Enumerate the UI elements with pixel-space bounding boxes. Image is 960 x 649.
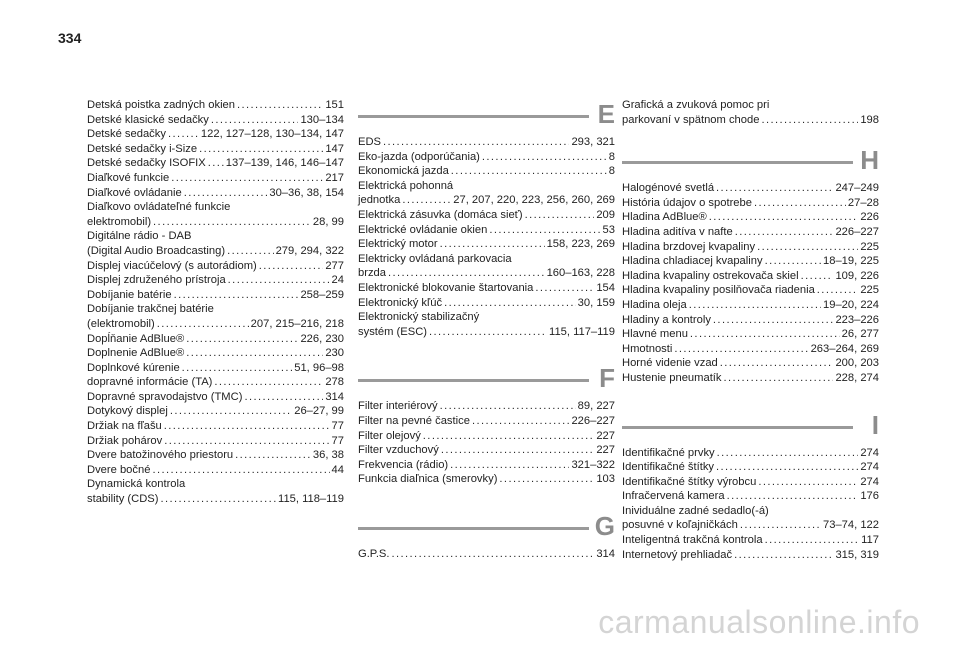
dot-leader [801,269,834,284]
index-entry-pages: 274 [860,461,879,474]
section-letter: E [597,99,615,129]
index-entry-pages: 198 [860,113,879,126]
index-entry-pages: 278 [325,376,344,389]
dot-leader [727,489,859,504]
index-entry-label: História údajov o spotrebe [622,196,752,209]
index-entry-pages: 207, 215–216, 218 [250,317,344,330]
dot-leader [716,181,833,196]
index-entry-pages: 321–322 [571,458,615,471]
index-entry-label: Identifikačné prvky [622,446,715,459]
dot-leader [211,113,299,128]
index-entry [87,273,344,288]
dot-leader [214,375,323,390]
index-entry-label: Diaľkové funkcie [87,171,170,184]
index-entry [87,127,344,142]
index-entry-pages: 279, 294, 322 [275,244,344,257]
dot-leader [674,342,808,357]
index-entry-label: Hladina AdBlue® [622,211,707,224]
dot-leader [525,208,595,223]
index-entry-label: Infračervená kamera [622,490,725,503]
index-entry-pages: 18–19, 225 [823,255,879,268]
index-entry [358,135,615,150]
dot-leader [754,196,846,211]
index-entry-pages: 227 [596,444,615,457]
dot-leader [228,273,330,288]
dot-leader [444,296,576,311]
index-entry [358,281,615,296]
index-entry [622,342,879,357]
index-entry [622,196,879,211]
dot-leader [171,171,323,186]
dot-leader [709,210,859,225]
index-entry-pages: 314 [596,547,615,560]
section-header [358,365,615,395]
index-entry [87,113,344,128]
index-entry-label: Detské sedačky ISOFIX [87,157,206,170]
index-entry-pages: 115, 117–119 [549,325,615,338]
dot-leader [152,463,329,478]
index-entry-pages: 154 [596,281,615,294]
index-entry-label: Identifikačné štítky [622,461,715,474]
index-entry-label: Dopĺňanie AdBlue® [87,332,185,345]
dot-leader [451,164,607,179]
dot-leader [761,113,858,128]
index-entry [622,254,879,269]
index-entry-pages: 315, 319 [835,548,879,561]
dot-leader [208,156,224,171]
dot-leader [440,399,576,414]
index-entry-heading: Elektrická pohonná [358,179,454,192]
index-entry-label: Elektrický motor [358,238,438,251]
index-entry-label: Dopravné spravodajstvo (TMC) [87,390,243,403]
index-entry-pages: 89, 227 [577,400,615,413]
index-entry [622,240,879,255]
index-entry-pages: 263–264, 269 [810,342,879,355]
index-entry-label: parkovaní v spätnom chode [622,113,760,126]
index-entry [87,317,344,332]
dot-leader [164,419,330,434]
dot-leader [402,193,451,208]
index-entry-label: Filter interiérový [358,400,438,413]
index-entry-label: Hladina aditíva v nafte [622,225,733,238]
index-entry [358,266,615,281]
index-entry [622,113,879,128]
dot-leader [423,429,595,444]
index-entry-label: Filter vzduchový [358,444,439,457]
index-entry [87,98,344,113]
index-entry-label: Displej združeného prístroja [87,274,226,287]
index-entry-label: Horné videnie vzad [622,357,718,370]
index-entry-pages: 277 [325,259,344,272]
index-entry-label: jednotka [358,194,401,207]
index-entry-label: Diaľkové ovládanie [87,186,182,199]
index-entry [87,332,344,347]
dot-leader [157,317,249,332]
index-entry-label: Dvere bočné [87,463,151,476]
index-entry-label: Hladina kvapaliny posilňovača riadenia [622,284,815,297]
index-entry-pages: 8 [608,165,615,178]
index-entry [87,142,344,157]
dot-leader [184,186,268,201]
dot-leader [716,460,858,475]
index-entry-heading: Diaľkovo ovládateľné funkcie [87,201,231,214]
index-entry-pages: 44 [331,463,344,476]
index-entry-pages: 217 [325,171,344,184]
index-entry [358,443,615,458]
index-entry-label: Hmotnosti [622,342,673,355]
page-number: 334 [58,30,82,46]
index-entry-label: Ekonomická jazda [358,165,449,178]
index-entry-label: Internetový prehliadač [622,548,733,561]
index-entry-pages: 30–36, 38, 154 [269,186,344,199]
dot-leader [717,446,859,461]
index-entry [87,419,344,434]
index-entry [622,371,879,386]
index-entry-pages: 77 [331,434,344,447]
section-header [358,510,615,543]
index-entry [358,547,615,562]
dot-leader [724,371,834,386]
dot-leader [392,547,595,562]
index-entry-label: Doplnenie AdBlue® [87,347,185,360]
index-entry-label: Hladina oleja [622,298,687,311]
index-entry-label: Identifikačné štítky výrobcu [622,475,757,488]
index-entry-label: Držiak na fľašu [87,420,162,433]
section-letter: I [871,409,879,440]
index-entry-pages: 137–139, 146, 146–147 [225,157,344,170]
dot-leader [765,533,860,548]
dot-leader [758,475,858,490]
dot-leader [817,283,859,298]
index-entry-pages: 26–27, 99 [294,405,344,418]
index-entry-pages: 226–227 [835,225,879,238]
index-entry-label: Detské klasické sedačky [87,113,209,126]
index-entry [358,193,615,208]
index-entry-label: Elektronický kľúč [358,296,443,309]
dot-leader [720,356,834,371]
index-entry-heading: Inividuálne zadné sedadlo(-á) [622,504,769,517]
index-entry [358,296,615,311]
dot-leader [535,281,594,296]
dot-leader [160,492,276,507]
index-entry-pages: 27–28 [847,196,879,209]
index-entry-label: G.P.S. [358,547,390,560]
section-divider [622,161,853,164]
index-entry-label: brzda [358,267,386,280]
dot-leader [244,390,323,405]
dot-leader [482,150,607,165]
dot-leader [740,518,821,533]
index-entry-label: Držiak pohárov [87,434,163,447]
index-entry [622,181,879,196]
dot-leader [735,225,834,240]
index-entry [622,298,879,313]
index-entry [87,288,344,303]
index-entry [87,463,344,478]
index-entry-pages: 122, 127–128, 130–134, 147 [200,128,344,141]
index-entry [622,283,879,298]
index-entry-label: Dotykový displej [87,405,168,418]
dot-leader [441,443,595,458]
section-header [622,409,879,442]
index-entry [622,533,879,548]
index-entry [87,186,344,201]
index-entry [622,489,879,504]
index-entry-pages: 36, 38 [312,449,344,462]
index-entry-label: stability (CDS) [87,493,159,506]
index-entry-label: Hladina kvapaliny ostrekovača skiel [622,269,799,282]
dot-leader [237,98,323,113]
dot-leader [757,240,858,255]
index-entry-pages: 176 [860,490,879,503]
dot-leader [168,127,199,142]
index-entry-label: Hladina brzdovej kvapaliny [622,240,756,253]
index-entry-pages: 103 [596,473,615,486]
dot-leader [489,223,600,238]
index-entry-heading: Dynamická kontrola [87,478,186,491]
index-entry [622,210,879,225]
index-entry-label: elektromobil) [87,215,152,228]
index-entry-label: Detské sedačky i-Size [87,142,198,155]
section-divider [358,527,589,530]
dot-leader [170,404,292,419]
index-entry-label: Frekvencia (rádio) [358,458,449,471]
dot-leader [388,266,545,281]
section-divider [358,379,589,382]
index-entry-pages: 226 [860,211,879,224]
dot-leader [429,325,547,340]
index-entry-label: Inteligentná trakčná kontrola [622,534,763,547]
section-header [622,147,879,177]
index-entry [622,518,879,533]
section-letter: H [860,145,879,176]
index-entry [622,327,879,342]
index-entry-pages: 19–20, 224 [823,298,879,311]
index-entry-pages: 160–163, 228 [546,267,615,280]
dot-leader [164,434,329,449]
index-entry-label: Hladina chladiacej kvapaliny [622,255,763,268]
index-entry [358,458,615,473]
index-entry-pages: 158, 223, 269 [546,238,615,251]
index-entry [358,150,615,165]
index-entry-pages: 247–249 [835,182,879,195]
dot-leader [235,448,311,463]
section-divider [622,426,853,429]
dot-leader [499,472,594,487]
index-entry-pages: 51, 96–98 [294,361,344,374]
index-entry-label: Detské sedačky [87,128,166,141]
index-entry-pages: 27, 207, 220, 223, 256, 260, 269 [453,194,615,207]
section-divider [358,115,589,118]
index-entry [87,492,344,507]
index-entry-label: Dvere batožinového priestoru [87,449,234,462]
index-entry-label: Filter na pevné častice [358,414,470,427]
index-entry [622,356,879,371]
dot-leader [713,313,834,328]
section-header [358,101,615,131]
index-entry [622,460,879,475]
index-entry-pages: 28, 99 [312,215,344,228]
index-entry-pages: 274 [860,446,879,459]
index-entry-pages: 209 [596,208,615,221]
index-entry-pages: 274 [860,475,879,488]
dot-leader [765,254,821,269]
index-entry-label: Elektrické ovládanie okien [358,223,488,236]
index-entry-heading: Elektricky ovládaná parkovacia [358,252,512,265]
index-entry-pages: 230 [325,347,344,360]
index-entry [358,472,615,487]
index-entry-pages: 115, 118–119 [278,493,344,506]
index-entry-label: Hlavné menu [622,328,688,341]
dot-leader [734,548,833,563]
index-entry [622,313,879,328]
index-entry-pages: 258–259 [300,288,344,301]
index-entry [622,225,879,240]
index-entry [358,414,615,429]
index-entry [622,446,879,461]
index-entry [358,164,615,179]
index-column-2 [358,101,615,561]
index-entry [87,390,344,405]
index-entry-pages: 53 [602,223,615,236]
index-entry-pages: 223–226 [835,313,879,326]
section-letter: F [599,363,615,394]
index-entry-pages: 109, 226 [835,269,879,282]
index-entry [87,171,344,186]
index-entry-label: posuvné v koľajničkách [622,519,738,532]
index-entry [622,269,879,284]
dot-leader [259,259,324,274]
index-entry [87,448,344,463]
index-entry-pages: 77 [331,420,344,433]
index-entry-label: (elektromobil) [87,317,155,330]
dot-leader [440,237,545,252]
index-entry [358,325,615,340]
index-column-3 [622,98,879,562]
index-entry [358,237,615,252]
index-entry-label: Halogénové svetlá [622,182,715,195]
index-entry [622,548,879,563]
index-entry-pages: 24 [331,274,344,287]
index-column-1 [87,98,344,507]
dot-leader [199,142,323,157]
index-entry-pages: 30, 159 [577,296,615,309]
watermark: carmanualsonline.info [598,604,920,640]
index-entry-pages: 225 [860,240,879,253]
index-entry [622,475,879,490]
dot-leader [450,458,569,473]
index-entry-label: Hustenie pneumatík [622,371,722,384]
index-entry [87,244,344,259]
dot-leader [186,332,298,347]
dot-leader [689,298,821,313]
index-entry [358,223,615,238]
index-entry-pages: 200, 203 [835,357,879,370]
dot-leader [153,215,311,230]
dot-leader [186,346,323,361]
index-entry [87,434,344,449]
index-entry-pages: 151 [325,99,344,111]
dot-leader [174,288,299,303]
index-entry-pages: 147 [325,142,344,155]
dot-leader [383,135,569,150]
index-entry-pages: 8 [608,150,615,163]
index-entry-label: Elektronické blokovanie štartovania [358,281,534,294]
index-entry-heading: Elektronický stabilizačný [358,311,480,324]
index-entry [358,208,615,223]
index-entry-pages: 226–227 [571,414,615,427]
index-entry-pages: 226, 230 [300,332,344,345]
index-entry-label: Eko-jazda (odporúčania) [358,150,480,163]
index-entry-heading: Digitálne rádio - DAB [87,230,192,243]
index-entry-pages: 73–74, 122 [823,519,879,532]
index-entry-label: Funkcia diaľnica (smerovky) [358,473,498,486]
index-entry-label: Dobíjanie batérie [87,288,172,301]
dot-leader [227,244,274,259]
index-entry [87,259,344,274]
dot-leader [472,414,570,429]
dot-leader [690,327,840,342]
index-entry-label: Filter olejový [358,429,421,442]
index-entry [358,399,615,414]
index-entry [87,375,344,390]
index-entry-label: Hladiny a kontroly [622,313,711,326]
index-entry-label: dopravné informácie (TA) [87,376,213,389]
index-entry-pages: 293, 321 [571,136,615,148]
index-entry [87,404,344,419]
index-entry-pages: 117 [861,534,879,547]
index-entry-label: Doplnkové kúrenie [87,361,180,374]
index-entry-pages: 26, 277 [841,328,879,341]
index-entry [358,429,615,444]
index-entry-pages: 225 [860,284,879,297]
index-entry-heading: Dobíjanie trakčnej batérie [87,303,214,316]
index-entry-label: Detská poistka zadných okien [87,99,236,111]
index-entry [87,156,344,171]
section-letter: G [594,510,615,541]
index-entry [87,346,344,361]
index-entry [87,361,344,376]
index-entry-heading: Grafická a zvuková pomoc pri [622,99,770,111]
index-entry-pages: 130–134 [300,113,344,126]
index-entry-label: EDS [358,136,382,148]
index-entry-pages: 314 [325,390,344,403]
index-entry-label: (Digital Audio Broadcasting) [87,244,226,257]
index-entry-label: Elektrická zásuvka (domáca sieť) [358,208,523,221]
index-entry-pages: 228, 274 [835,371,879,384]
index-entry-label: Displej viacúčelový (s autorádiom) [87,259,257,272]
index-entry-label: systém (ESC) [358,325,427,338]
index-entry [87,215,344,230]
dot-leader [182,361,293,376]
index-entry-pages: 227 [596,429,615,442]
